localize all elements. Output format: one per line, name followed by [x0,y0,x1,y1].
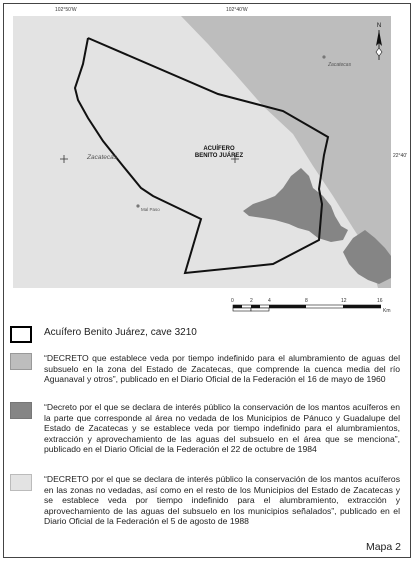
city-label-zacatecas-ne: Zacatecas [328,62,352,68]
city-label-zacatecas-w: Zacatecas [87,154,117,161]
scale-tick-12: 12 [341,298,347,304]
scale-tick-2: 2 [250,298,253,304]
legend-item-veda-1960 [10,353,400,397]
longitude-label-right: 102°40'W [226,7,248,13]
legend-text-veda-1984: “Decreto por el que se declara de interés público la conservación de los mantos acuíferos en la parte que corresponde al área no vedada de los Municipios de Pánuco y Guadalupe del Estado de Zacatecas y se establece veda por tiempo indefinido para el alumbramientos, extracción y aprovechamiento de las aguas del subsuelo en el área que se menciona”, publicado en el Diario Oficial de la Federación el 22 de octubre de 1984 [44,402,400,455]
legend-text-veda-1960: “DECRETO que establece veda por tiempo indefinido para el alumbramiento de aguas del subsuelo en la zona del Estado de Zacatecas, que comprende la cuenca media del río Aguanaval y otros”, publicado en el Diario Oficial de la Federación el 16 de mayo de 1960 [44,353,400,385]
scale-tick-8: 8 [305,298,308,304]
city-point-mal-paso [136,204,139,207]
scale-tick-0: 0 [231,298,234,304]
legend-swatch-veda-1960 [10,353,32,370]
legend-item-veda-1984 [10,402,400,468]
aquifer-label-line2: BENITO JUÁREZ [194,153,244,159]
legend-text-veda-1988: “DECRETO por el que se declara de interés público la conservación de los mantos acuíferos en las zonas no vedadas, así como en el resto de los Municipios del Estado de Zacatecas y se establece veda por tiempo indefinido para el alumbramiento, extracción y aprovechamiento de las aguas del subsuelo en los municipios señalados”, publicado en el Diario Oficial de la Federación el 5 de agosto de 1988 [44,474,400,527]
legend-text-aquifer: Acuífero Benito Juárez, cave 3210 [44,327,197,338]
latitude-label: 22°40' [393,153,408,159]
aquifer-label-line1: ACUÍFERO [203,146,235,152]
north-label: N [376,23,382,29]
scale-unit: Km [383,308,391,314]
legend-swatch-aquifer [10,326,32,343]
scale-tick-4: 4 [268,298,271,304]
scale-tick-16: 16 [377,298,383,304]
legend-item-veda-1988 [10,474,400,536]
longitude-label-left: 102°50'W [55,7,77,13]
legend-item-aquifer [10,326,400,344]
city-label-mal-paso: Mal Paso [141,207,160,212]
city-point-zacatecas [322,55,325,58]
legend-swatch-veda-1984 [10,402,32,419]
map-number-label: Mapa 2 [365,541,401,553]
legend-swatch-veda-1988 [10,474,32,491]
aquifer-map [13,16,391,288]
